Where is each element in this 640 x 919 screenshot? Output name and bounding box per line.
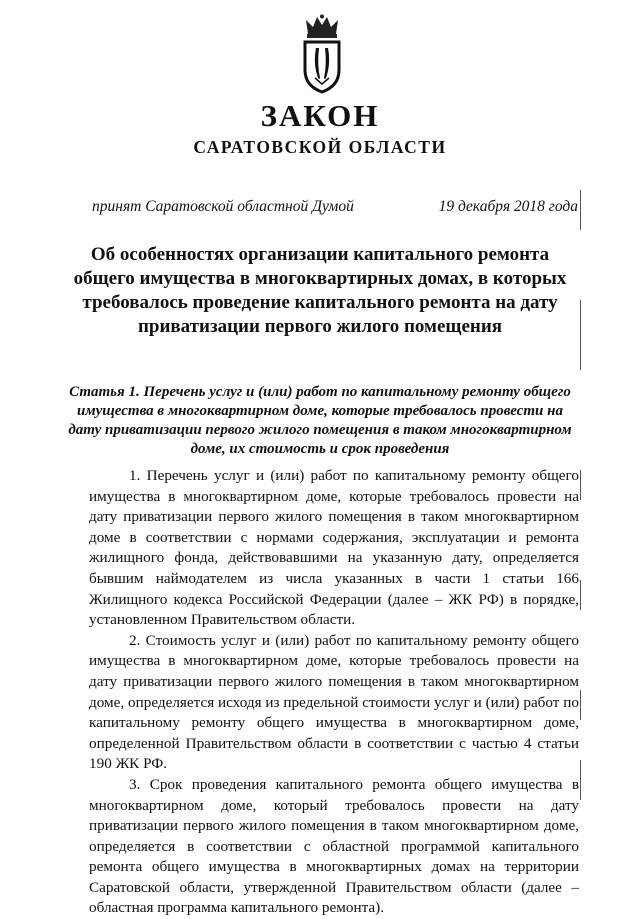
scan-margin-line xyxy=(580,760,581,800)
article-body xyxy=(89,466,579,919)
paragraph-1: 1. Перечень услуг и (или) работ по капитальному ремонту общего имущества в многоквартирном доме, которые требовалось провести на дату приватизации первого жилого помещения в таком многоквартирном доме в соответствии с нормами содержания, эксплуатации и ремонта жилищного фонда, действовавшими на указанную дату, определяется бывшим наймодателем из числа указанных в части 1 статьи 166 Жилищного кодекса Российской Федерации (далее – ЖК РФ) в порядке, установленном Правительством области. xyxy=(89,467,579,629)
coat-of-arms-icon xyxy=(300,14,344,94)
scan-margin-line xyxy=(580,690,581,720)
scan-margin-line xyxy=(580,300,581,370)
article-title: Статья 1. Перечень услуг и (или) работ по капитальному ремонту общего имущества в многоквартирном доме, которые требовалось провести на дату приватизации первого жилого помещения в таком многоквартирном доме, их стоимость и срок проведения xyxy=(68,384,572,457)
document-title: ЗАКОН xyxy=(260,98,380,133)
scan-margin-line xyxy=(580,580,581,610)
scan-margin-line xyxy=(580,470,581,500)
paragraph-2: 2. Стоимость услуг и (или) работ по капитальному ремонту общего имущества в многоквартирном доме, которые требовалось провести на дату приватизации первого жилого помещения в таком многоквартирном доме, определяется исходя из предельной стоимости услуг и (или) работ по капитальному ремонту общего имущества в многоквартирном доме, определенной Правительством области в соответствии с частью 4 статьи 190 ЖК РФ. xyxy=(89,631,579,773)
law-name: Об особенностях организации капитального ремонта общего имущества в многоквартирных домах, в которых требовалось проведение капитального ремонта на дату приватизации первого жилого помещения xyxy=(73,244,567,337)
document-subtitle: САРАТОВСКОЙ ОБЛАСТИ xyxy=(193,137,447,157)
paragraph-3: 3. Срок проведения капитального ремонта общего имущества в многоквартирном доме, который требовалось провести на дату приватизации первого жилого помещения в таком многоквартирном доме, определяется в соответствии с областной программой капитального ремонта общего имущества в многоквартирных домах на территории Саратовской области, утвержденной Правительством области (далее – областная программа капитального ремонта). xyxy=(89,775,579,917)
scan-margin-line xyxy=(580,190,581,230)
adopted-by: принят Саратовской областной Думой xyxy=(92,198,354,215)
adoption-date: 19 декабря 2018 года xyxy=(438,198,578,215)
